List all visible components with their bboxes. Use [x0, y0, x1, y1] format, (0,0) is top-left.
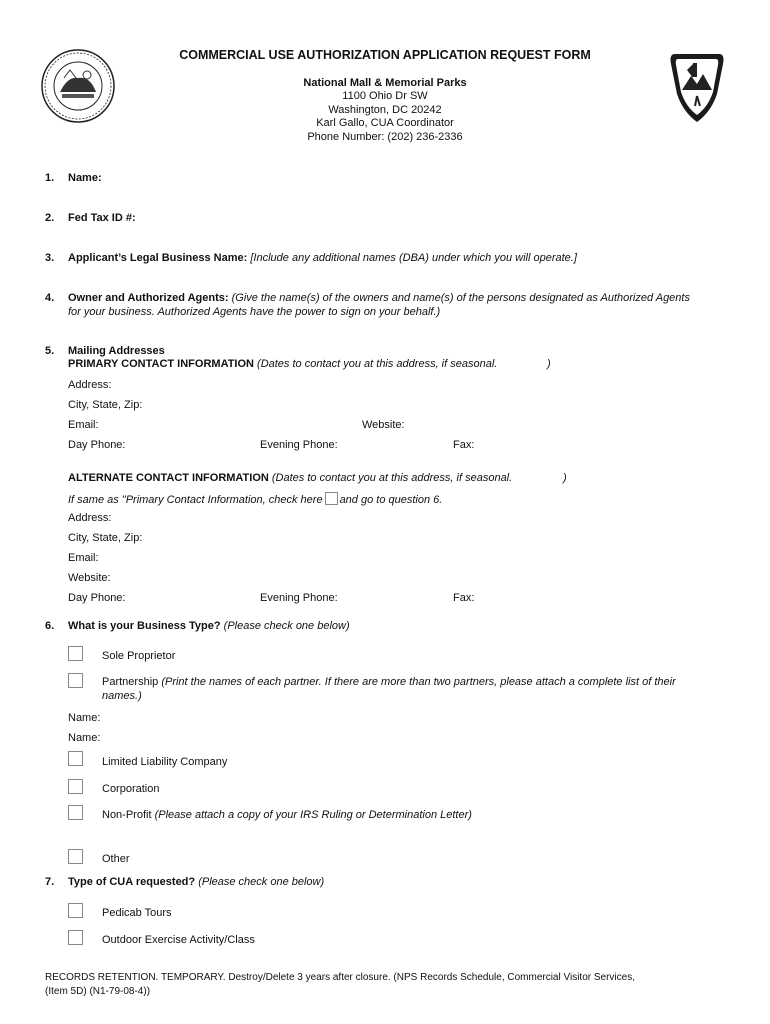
coordinator-name: Karl Gallo, CUA Coordinator: [316, 117, 454, 129]
legal-business-name-field: [68, 252, 577, 264]
business-type-note: (Please check one below): [223, 620, 350, 632]
business-type-heading: [68, 620, 350, 632]
owners-agents-note: (Give the name(s) of the owners and name(s) of the persons designated as Authorized Agents: [231, 292, 690, 304]
primary-contact-note: (Dates to contact you at this address, if seasonal.: [257, 358, 498, 370]
q2-number: 2.: [45, 212, 55, 224]
name-label: Name:: [68, 172, 102, 184]
owners-agents-label: Owner and Authorized Agents:: [68, 292, 229, 304]
primary-close-paren: ): [547, 358, 551, 370]
legal-business-name-label: Applicant’s Legal Business Name:: [68, 252, 248, 264]
nonprofit-checkbox[interactable]: [68, 805, 83, 820]
alternate-day-phone-label: Day Phone:: [68, 592, 126, 604]
same-as-primary-line: [68, 492, 442, 506]
other-checkbox[interactable]: [68, 849, 83, 864]
legal-business-name-note: [Include any additional names (DBA) under which you will operate.]: [250, 252, 577, 264]
nonprofit-note: (Please attach a copy of your IRS Ruling or Determination Letter): [154, 809, 472, 821]
alternate-contact-label: ALTERNATE CONTACT INFORMATION: [68, 472, 269, 484]
mailing-addresses-label: Mailing Addresses: [68, 345, 165, 357]
records-retention-line-2: (Item 5D) (N1-79-08-4)): [45, 986, 151, 997]
primary-evening-phone-label: Evening Phone:: [260, 439, 338, 451]
primary-address-label: Address:: [68, 379, 112, 391]
owners-agents-field: [68, 292, 690, 304]
pedicab-tours-checkbox[interactable]: [68, 903, 83, 918]
corporation-label: Corporation: [102, 783, 160, 795]
cua-type-label: Type of CUA requested?: [68, 876, 196, 888]
alternate-close-paren: ): [563, 472, 567, 484]
pedicab-tours-label: Pedicab Tours: [102, 907, 172, 919]
park-name: National Mall & Memorial Parks: [303, 77, 467, 89]
sole-proprietor-label: Sole Proprietor: [102, 650, 176, 662]
partner-name-label-1: Name:: [68, 712, 101, 724]
q4-number: 4.: [45, 292, 55, 304]
partnership-note-2: names.): [102, 690, 142, 702]
primary-email-label: Email:: [68, 419, 99, 431]
form-title: COMMERCIAL USE AUTHORIZATION APPLICATION REQUEST FORM: [179, 48, 591, 62]
partnership-checkbox[interactable]: [68, 673, 83, 688]
partnership-label: Partnership: [102, 676, 159, 688]
partner-name-label-2: Name:: [68, 732, 101, 744]
alternate-evening-phone-label: Evening Phone:: [260, 592, 338, 604]
alternate-contact-heading: [68, 472, 512, 484]
alternate-city-label: City, State, Zip:: [68, 532, 143, 544]
q7-number: 7.: [45, 876, 55, 888]
alternate-address-label: Address:: [68, 512, 112, 524]
alternate-contact-note: (Dates to contact you at this address, if seasonal.: [271, 472, 513, 484]
fed-tax-id-label: Fed Tax ID #:: [68, 212, 136, 224]
same-as-primary-text: If same as "Primary Contact Information, check here: [68, 494, 323, 506]
sole-proprietor-checkbox[interactable]: [68, 646, 83, 661]
owners-agents-note-2: for your business. Authorized Agents have the power to sign on your behalf.): [68, 306, 441, 318]
partnership-option: [102, 676, 676, 688]
primary-contact-heading: [68, 358, 497, 370]
records-retention-line-1: RECORDS RETENTION. TEMPORARY. Destroy/Delete 3 years after closure. (NPS Records Schedule, Commercial Visitor Services,: [45, 972, 635, 983]
other-label: Other: [102, 853, 130, 865]
q6-number: 6.: [45, 620, 55, 632]
address-line-1: 1100 Ohio Dr SW: [342, 90, 428, 102]
business-type-label: What is your Business Type?: [68, 620, 221, 632]
alternate-website-label: Website:: [68, 572, 111, 584]
same-as-primary-checkbox[interactable]: [325, 492, 338, 505]
primary-website-label: Website:: [362, 419, 405, 431]
primary-contact-label: PRIMARY CONTACT INFORMATION: [68, 358, 254, 370]
primary-day-phone-label: Day Phone:: [68, 439, 126, 451]
llc-label: Limited Liability Company: [102, 756, 228, 768]
phone-number: Phone Number: (202) 236-2336: [307, 131, 463, 143]
alternate-email-label: Email:: [68, 552, 99, 564]
q3-number: 3.: [45, 252, 55, 264]
primary-city-label: City, State, Zip:: [68, 399, 143, 411]
cua-type-note: (Please check one below): [198, 876, 325, 888]
q5-number: 5.: [45, 345, 55, 357]
corporation-checkbox[interactable]: [68, 779, 83, 794]
llc-checkbox[interactable]: [68, 751, 83, 766]
nonprofit-option: [102, 809, 472, 821]
outdoor-exercise-label: Outdoor Exercise Activity/Class: [102, 934, 255, 946]
outdoor-exercise-checkbox[interactable]: [68, 930, 83, 945]
address-line-2: Washington, DC 20242: [328, 104, 442, 116]
cua-type-heading: [68, 876, 324, 888]
nonprofit-label: Non-Profit: [102, 809, 152, 821]
alternate-fax-label: Fax:: [453, 592, 475, 604]
partnership-note: (Print the names of each partner. If there are more than two partners, please attach a complete list of their: [161, 676, 676, 688]
q1-number: 1.: [45, 172, 55, 184]
primary-fax-label: Fax:: [453, 439, 475, 451]
same-as-primary-text-2: and go to question 6.: [339, 494, 443, 506]
